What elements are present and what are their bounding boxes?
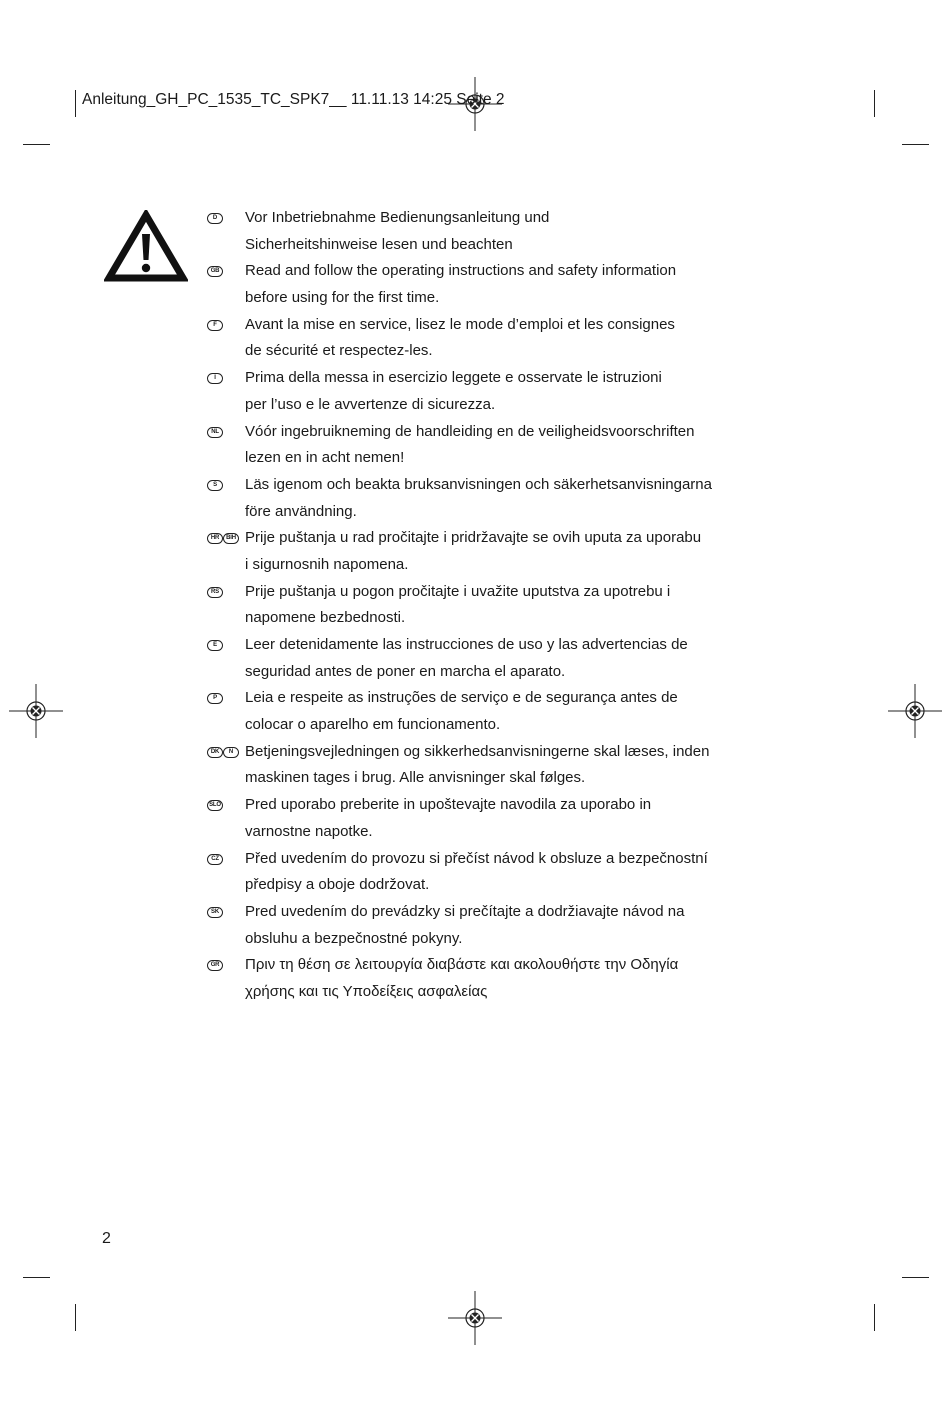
language-code-badges bbox=[207, 320, 223, 331]
language-code-badges bbox=[207, 907, 223, 918]
language-code-badge: F bbox=[207, 320, 223, 331]
instruction-text-line: Prije puštanja u rad pročitajte i pridržavajte se ovih uputa za uporabu bbox=[245, 529, 702, 547]
crop-mark bbox=[902, 144, 929, 145]
page-number: 2 bbox=[102, 1230, 111, 1247]
instruction-text-line: Leia e respeite as instruções de serviço e de segurança antes de bbox=[245, 689, 678, 707]
language-entry bbox=[200, 899, 760, 952]
instruction-text-line: Pred uporabo preberite in upoštevajte navodila za uporabo in bbox=[245, 796, 652, 814]
language-code-badges bbox=[207, 480, 223, 491]
language-entry bbox=[200, 846, 760, 899]
registration-mark-icon bbox=[9, 684, 63, 738]
language-code-badges bbox=[207, 747, 239, 758]
language-entry bbox=[200, 365, 760, 418]
instruction-text-line: obsluhu a bezpečnostné pokyny. bbox=[245, 929, 463, 947]
language-code-badge: P bbox=[207, 693, 223, 704]
instruction-text-line: i sigurnosnih napomena. bbox=[245, 555, 409, 573]
instruction-text-line: Betjeningsvejledningen og sikkerhedsanvisningerne skal læses, inden bbox=[245, 742, 710, 760]
instruction-text-line: Prije puštanja u pogon pročitajte i uvažite uputstva za upotrebu i bbox=[245, 582, 671, 600]
instruction-text-line: Pred uvedením do prevádzky si prečítajte a dodržiavajte návod na bbox=[245, 902, 685, 920]
crop-mark bbox=[23, 1277, 50, 1278]
instruction-text-line: Leer detenidamente las instrucciones de uso y las advertencias de bbox=[245, 636, 688, 653]
crop-mark bbox=[902, 1277, 929, 1278]
instruction-text-line: maskinen tages i brug. Alle anvisninger skal følges. bbox=[245, 769, 586, 787]
instruction-text-line: seguridad antes de poner en marcha el aparato. bbox=[245, 662, 566, 680]
instruction-text-line: Πριν τη θέση σε λειτουργία διαβάστε και ακολουθήστε την Οδηγία bbox=[245, 956, 679, 974]
file-header: Anleitung_GH_PC_1535_TC_SPK7__ 11.11.13 14:25 Seite 2 bbox=[82, 91, 505, 108]
instruction-text-line: Vor Inbetriebnahme Bedienungsanleitung und bbox=[245, 209, 550, 226]
language-entry bbox=[200, 685, 760, 738]
instruction-text-line: Sicherheitshinweise lesen und beachten bbox=[245, 235, 513, 253]
language-code-badges bbox=[207, 213, 223, 224]
language-code-badge: BIH bbox=[223, 533, 239, 544]
registration-mark-icon bbox=[888, 684, 942, 738]
instruction-text-line: předpisy a oboje dodržovat. bbox=[245, 876, 430, 894]
language-code-badge: S bbox=[207, 480, 223, 491]
language-code-badges bbox=[207, 427, 223, 438]
language-code-badge: HR bbox=[207, 533, 223, 544]
language-code-badge: D bbox=[207, 213, 223, 224]
instruction-text-line: colocar o aparelho em funcionamento. bbox=[245, 716, 501, 734]
language-entry bbox=[200, 419, 760, 472]
instruction-text-line: de sécurité et respectez-les. bbox=[245, 342, 433, 360]
safety-instructions-list bbox=[200, 205, 760, 1006]
language-entry bbox=[200, 205, 760, 258]
language-code-badge: SLO bbox=[207, 800, 223, 811]
language-entry bbox=[200, 579, 760, 632]
crop-mark bbox=[23, 144, 50, 145]
language-code-badge: I bbox=[207, 373, 223, 384]
instruction-text-line: χρήσης και τις Υποδείξεις ασφαλείας bbox=[245, 982, 488, 1000]
instruction-text-line: före användning. bbox=[245, 502, 357, 520]
registration-mark-icon bbox=[448, 1291, 502, 1345]
language-code-badges bbox=[207, 960, 223, 971]
language-code-badges bbox=[207, 854, 223, 865]
instruction-text-line: before using for the first time. bbox=[245, 289, 440, 307]
language-code-badges bbox=[207, 373, 223, 384]
language-code-badge: NL bbox=[207, 427, 223, 438]
instruction-text-line: Read and follow the operating instructions and safety information bbox=[245, 262, 677, 280]
crop-mark bbox=[75, 1304, 76, 1331]
language-entry bbox=[200, 739, 760, 792]
language-code-badges bbox=[207, 587, 223, 598]
language-entry bbox=[200, 952, 760, 1005]
instruction-text-line: Vóór ingebruikneming de handleiding en de veiligheidsvoorschriften bbox=[245, 422, 695, 440]
language-code-badge: N bbox=[223, 747, 239, 758]
instruction-text-line: Prima della messa in esercizio leggete e osservate le istruzioni bbox=[245, 369, 662, 387]
language-code-badge: GR bbox=[207, 960, 223, 971]
language-code-badges bbox=[207, 693, 223, 704]
language-code-badges bbox=[207, 640, 223, 651]
language-code-badge: DK bbox=[207, 747, 223, 758]
instruction-text-line: Avant la mise en service, lisez le mode d’emploi et les consignes bbox=[245, 315, 675, 333]
instruction-text-line: lezen en in acht nemen! bbox=[245, 449, 405, 467]
language-code-badge: CZ bbox=[207, 854, 223, 865]
language-entry bbox=[200, 632, 760, 685]
language-entry bbox=[200, 792, 760, 845]
language-entry bbox=[200, 472, 760, 525]
language-code-badge: E bbox=[207, 640, 223, 651]
language-code-badges bbox=[207, 533, 239, 544]
crop-mark bbox=[874, 90, 875, 117]
language-entry bbox=[200, 312, 760, 365]
language-code-badge: SK bbox=[207, 907, 223, 918]
instruction-text-line: per l’uso e le avvertenze di sicurezza. bbox=[245, 395, 496, 413]
warning-triangle-icon bbox=[104, 210, 188, 282]
language-code-badges bbox=[207, 266, 223, 277]
instruction-text-line: varnostne napotke. bbox=[245, 822, 373, 840]
instruction-text-line: Před uvedením do provozu si přečíst návod k obsluze a bezpečnostní bbox=[245, 849, 708, 867]
language-code-badge: RS bbox=[207, 587, 223, 598]
instruction-text-line: Läs igenom och beakta bruksanvisningen och säkerhetsanvisningarna bbox=[245, 475, 712, 493]
language-entry bbox=[200, 525, 760, 578]
instruction-text-line: napomene bezbednosti. bbox=[245, 609, 406, 627]
crop-mark bbox=[75, 90, 76, 117]
crop-mark bbox=[874, 1304, 875, 1331]
language-entry bbox=[200, 258, 760, 311]
language-code-badges bbox=[207, 800, 223, 811]
language-code-badge: GB bbox=[207, 266, 223, 277]
